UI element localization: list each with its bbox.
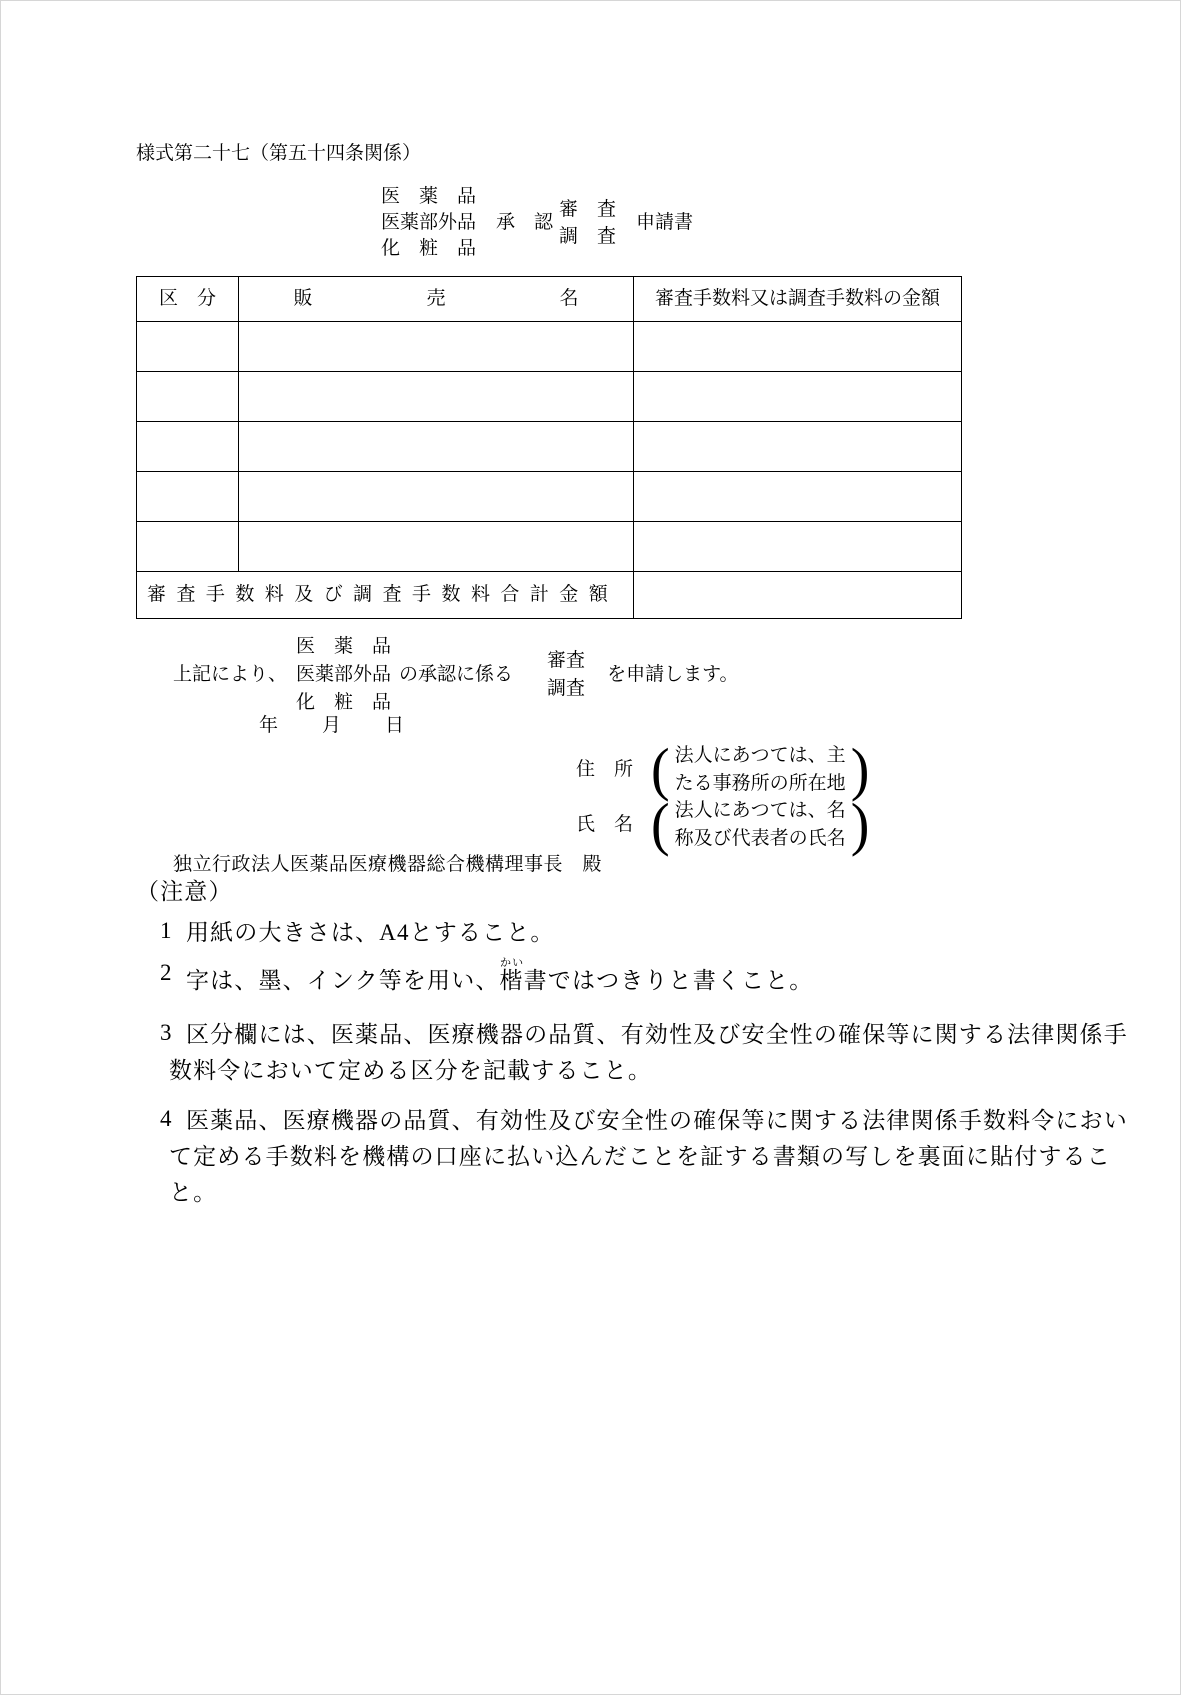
title-application-label: 申請書: [636, 212, 694, 234]
empty-cell: [137, 372, 239, 422]
empty-cell: [137, 422, 239, 472]
statement-product-item: 化 粧 品: [296, 692, 392, 713]
fee-table-empty-row: [137, 422, 962, 472]
empty-cell: [634, 372, 962, 422]
empty-cell: [239, 422, 634, 472]
column-header-product-name: 販 売 名: [239, 277, 634, 322]
statement-product-item: 医薬部外品: [296, 664, 392, 685]
bracket-right-icon: ): [850, 737, 870, 803]
note-item-4: [136, 1103, 1131, 1211]
fee-table-body: [137, 322, 962, 572]
address-field: [576, 737, 870, 803]
note-text-after: 書ではつきりと書くこと。: [523, 968, 814, 993]
empty-cell: [239, 372, 634, 422]
title-review-list: [559, 196, 616, 250]
empty-cell: [239, 472, 634, 522]
title-approval-label: 承 認: [496, 212, 554, 234]
title-product-item: 医薬部外品: [381, 212, 477, 233]
statement-product-item: 医 薬 品: [296, 636, 392, 657]
empty-cell: [634, 522, 962, 572]
statement-lead: 上記により、: [173, 664, 288, 686]
note-text: 医薬品、医療機器の品質、有効性及び安全性の確保等に関する法律関係手数料令において定める手数料を機構の口座に払い込んだことを証する書類の写しを裏面に貼付すること。: [169, 1108, 1128, 1205]
title-review-item: 審 査: [559, 199, 617, 220]
empty-cell: [634, 472, 962, 522]
name-field: [576, 792, 870, 858]
note-item-1: [136, 915, 1131, 951]
name-note: [675, 797, 846, 853]
address-note: [675, 742, 846, 798]
title-review-item: 調 査: [559, 226, 617, 247]
fee-table-empty-row: [137, 372, 962, 422]
empty-cell: [239, 322, 634, 372]
address-label: 住 所: [576, 759, 634, 781]
fee-table-header-row: [137, 277, 962, 322]
name-label: 氏 名: [576, 814, 634, 836]
name-note-line2: 称及び代表者の氏名: [674, 828, 846, 849]
empty-cell: [634, 422, 962, 472]
note-text-before: 字は、墨、インク等を用い、: [186, 968, 500, 993]
column-header-fee-amount: 審査手数料又は調査手数料の金額: [634, 277, 962, 322]
note-number: 2: [160, 960, 173, 985]
note-text: 区分欄には、医薬品、医療機器の品質、有効性及び安全性の確保等に関する法律関係手数料令において定める区分を記載すること。: [169, 1022, 1128, 1083]
note-number: 3: [160, 1020, 173, 1045]
address-note-line1: 法人にあつては、主: [674, 745, 846, 766]
name-note-line1: 法人にあつては、名: [674, 800, 846, 821]
total-fee-amount-cell: [634, 572, 962, 619]
empty-cell: [137, 522, 239, 572]
notes-section: [136, 877, 1131, 1211]
note-number: 1: [160, 918, 173, 943]
statement-tail: を申請します。: [607, 664, 739, 686]
bracket-left-icon: (: [651, 737, 670, 803]
ruby-furigana: かい: [499, 957, 524, 969]
fee-table-empty-row: [137, 322, 962, 372]
title-product-item: 医 薬 品: [381, 186, 477, 207]
fee-table-total-row: [137, 572, 962, 619]
date-line: 年 月 日: [259, 715, 407, 736]
note-text: [136, 957, 1131, 1001]
empty-cell: [137, 322, 239, 372]
statement-connector: の承認に係る: [399, 664, 514, 686]
statement-review-item: 審査: [547, 650, 586, 671]
title-product-list: [381, 184, 476, 262]
ruby-kai: [499, 957, 524, 993]
application-statement: [173, 633, 739, 717]
address-note-line2: たる事務所の所在地: [674, 773, 846, 794]
note-item-2: [136, 957, 1131, 1001]
fee-table-empty-row: [137, 472, 962, 522]
empty-cell: [634, 322, 962, 372]
form-number: 様式第二十七（第五十四条関係）: [136, 143, 422, 164]
bracket-left-icon: (: [651, 792, 670, 858]
statement-review-item: 調査: [547, 678, 586, 699]
note-text: 用紙の大きさは、A4とすること。: [186, 920, 555, 945]
empty-cell: [239, 522, 634, 572]
notes-title: （注意）: [136, 879, 233, 904]
fee-table: [136, 276, 962, 619]
statement-product-list: [296, 633, 391, 717]
total-fee-label: 審査手数料及び調査手数料合計金額: [137, 572, 634, 619]
addressee-line: 独立行政法人医薬品医療機器総合機構理事長 殿: [173, 854, 603, 875]
ruby-base: 楷: [499, 968, 524, 993]
note-number: 4: [160, 1106, 173, 1131]
note-item-3: [136, 1017, 1131, 1089]
document-title: [381, 184, 693, 262]
title-product-item: 化 粧 品: [381, 238, 477, 259]
fee-table-empty-row: [137, 522, 962, 572]
column-header-category: 区 分: [137, 277, 239, 322]
bracket-right-icon: ): [850, 792, 870, 858]
empty-cell: [137, 472, 239, 522]
statement-review-list: [547, 647, 585, 703]
